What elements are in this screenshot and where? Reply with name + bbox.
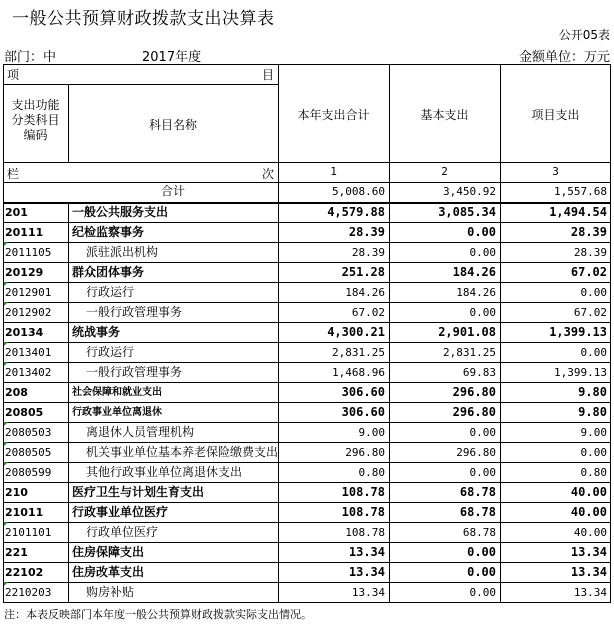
row-code: 221 [5, 546, 28, 559]
row-value: 1,468.96 [332, 366, 385, 379]
row-value: 9.80 [578, 405, 607, 419]
row-value: 108.78 [341, 485, 385, 499]
cell-marker [4, 422, 8, 426]
row-value: 296.80 [452, 405, 496, 419]
row-value: 0.00 [580, 286, 607, 299]
expenditure-table [3, 64, 611, 602]
row-value: 184.26 [345, 286, 385, 299]
cell-marker [4, 462, 8, 466]
row-value: 1,399.13 [549, 325, 607, 339]
department-label: 部门：中 [4, 50, 57, 65]
cell-marker [4, 282, 8, 286]
row-name: 行政事业单位离退休 [72, 407, 162, 418]
row-code: 20111 [5, 226, 44, 239]
row-code: 2210203 [5, 586, 52, 599]
row-code: 22102 [5, 566, 44, 579]
row-value: 0.00 [469, 466, 496, 479]
row-value: 2,831.25 [443, 346, 496, 359]
column-number-3: 3 [552, 165, 559, 178]
row-code: 21011 [5, 506, 44, 519]
row-value: 4,300.21 [327, 325, 385, 339]
header-mu: 目 [262, 68, 275, 82]
row-code: 2011105 [5, 246, 52, 259]
column-number-2: 2 [441, 165, 448, 178]
row-value: 40.00 [573, 526, 607, 539]
column-number-1: 1 [330, 165, 337, 178]
header-xiang: 项 [7, 68, 20, 82]
row-value: 13.34 [351, 586, 385, 599]
header-code-column: 支出功能 分类科目 编码 [11, 98, 60, 142]
grid-line [3, 64, 611, 65]
row-code: 2080505 [5, 446, 52, 459]
row-value: 68.78 [462, 526, 496, 539]
footnote: 注：本表反映部门本年度一般公共预算财政拨款实际支出情况。 [4, 608, 312, 621]
grid-line [3, 602, 611, 603]
row-value: 13.34 [348, 545, 385, 559]
row-name: 纪检监察事务 [72, 225, 145, 239]
row-value: 296.80 [456, 446, 496, 459]
unit-label: 金额单位：万元 [518, 50, 610, 65]
row-value: 28.39 [348, 225, 385, 239]
row-code: 20134 [5, 326, 44, 339]
row-value: 40.00 [570, 505, 607, 519]
form-code: 公开05表 [558, 28, 610, 42]
row-name: 其他行政事业单位离退休支出 [86, 465, 243, 479]
row-value: 9.80 [578, 385, 607, 399]
row-value: 40.00 [570, 485, 607, 499]
total-value: 1,557.68 [554, 185, 607, 198]
row-value: 69.83 [462, 366, 496, 379]
row-value: 184.26 [452, 265, 496, 279]
row-name: 行政单位医疗 [86, 525, 159, 539]
header-basic-column: 基本支出 [420, 108, 469, 122]
row-value: 1,399.13 [554, 366, 607, 379]
row-name: 机关事业单位基本养老保险缴费支出 [86, 445, 279, 459]
row-value: 28.39 [570, 225, 607, 239]
row-value: 0.00 [467, 545, 496, 559]
row-name: 离退休人员管理机构 [86, 425, 195, 439]
row-value: 306.60 [341, 405, 385, 419]
cell-marker [4, 522, 8, 526]
header-total-column: 本年支出合计 [297, 108, 370, 122]
row-value: 67.02 [351, 306, 385, 319]
row-name: 派驻派出机构 [86, 245, 159, 259]
row-name: 住房改革支出 [72, 565, 145, 579]
row-name: 一般行政管理事务 [86, 365, 183, 379]
cell-marker [4, 342, 8, 346]
row-value: 68.78 [459, 485, 496, 499]
row-code: 2012902 [5, 306, 52, 319]
row-name: 行政运行 [86, 285, 135, 299]
header-lan: 栏 [7, 167, 20, 181]
row-value: 296.80 [452, 385, 496, 399]
year-label: 2017年度 [142, 50, 202, 65]
grid-line [3, 162, 611, 163]
row-code: 2080503 [5, 426, 52, 439]
row-value: 296.80 [345, 446, 385, 459]
row-code: 2012901 [5, 286, 52, 299]
header-name-column: 科目名称 [148, 118, 197, 132]
row-value: 3,085.34 [438, 205, 496, 219]
row-value: 67.02 [573, 306, 607, 319]
row-code: 2013402 [5, 366, 52, 379]
row-name: 住房保障支出 [72, 545, 145, 559]
page-title: 一般公共预算财政拨款支出决算表 [12, 9, 275, 29]
row-value: 0.80 [358, 466, 385, 479]
row-value: 2,831.25 [332, 346, 385, 359]
row-value: 28.39 [351, 246, 385, 259]
row-name: 购房补贴 [86, 585, 135, 599]
row-value: 184.26 [456, 286, 496, 299]
row-value: 13.34 [348, 565, 385, 579]
header-project-column: 项目支出 [531, 108, 580, 122]
total-value: 3,450.92 [443, 185, 496, 198]
row-value: 13.34 [573, 586, 607, 599]
row-name: 医疗卫生与计划生育支出 [72, 485, 205, 499]
row-value: 108.78 [341, 505, 385, 519]
row-value: 108.78 [345, 526, 385, 539]
grid-line [3, 84, 278, 85]
row-value: 0.00 [469, 306, 496, 319]
cell-marker [4, 362, 8, 366]
row-name: 统战事务 [72, 325, 121, 339]
row-value: 0.00 [580, 346, 607, 359]
row-value: 2,901.08 [438, 325, 496, 339]
cell-marker [4, 302, 8, 306]
row-name: 行政运行 [86, 345, 135, 359]
row-code: 208 [5, 386, 28, 399]
row-name: 群众团体事务 [72, 265, 145, 279]
row-value: 9.00 [358, 426, 385, 439]
row-value: 1,494.54 [549, 205, 607, 219]
row-value: 0.00 [469, 246, 496, 259]
cell-marker [4, 442, 8, 446]
row-value: 4,579.88 [327, 205, 385, 219]
row-code: 2013401 [5, 346, 52, 359]
row-name: 一般行政管理事务 [86, 305, 183, 319]
row-value: 0.00 [580, 446, 607, 459]
cell-marker [4, 242, 8, 246]
row-name: 一般公共服务支出 [72, 205, 169, 219]
row-value: 9.00 [580, 426, 607, 439]
row-value: 0.00 [469, 426, 496, 439]
row-value: 0.00 [467, 225, 496, 239]
row-code: 20805 [5, 406, 44, 419]
row-value: 0.80 [580, 466, 607, 479]
total-value: 5,008.60 [332, 185, 385, 198]
row-value: 251.28 [341, 265, 385, 279]
header-ci: 次 [262, 167, 275, 181]
row-code: 20129 [5, 266, 44, 279]
row-value: 28.39 [573, 246, 607, 259]
row-value: 68.78 [459, 505, 496, 519]
row-value: 13.34 [570, 565, 607, 579]
row-value: 67.02 [570, 265, 607, 279]
cell-marker [4, 582, 8, 586]
row-code: 201 [5, 206, 28, 219]
row-name: 行政事业单位医疗 [72, 505, 169, 519]
row-code: 2101101 [5, 526, 52, 539]
row-code: 210 [5, 486, 28, 499]
total-label: 合计 [160, 184, 185, 198]
row-value: 0.00 [467, 565, 496, 579]
row-name: 社会保障和就业支出 [72, 387, 162, 398]
row-value: 306.60 [341, 385, 385, 399]
row-value: 13.34 [570, 545, 607, 559]
row-code: 2080599 [5, 466, 52, 479]
row-value: 0.00 [469, 586, 496, 599]
